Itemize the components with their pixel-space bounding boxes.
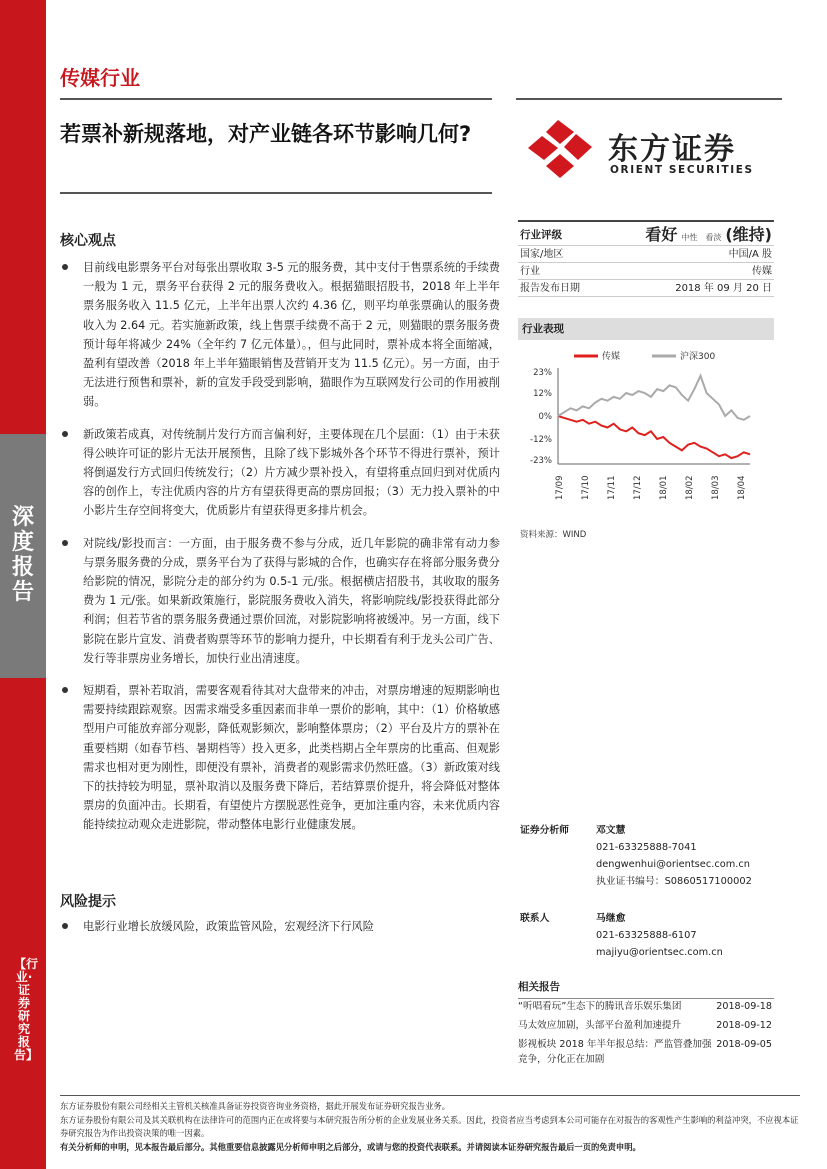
- related-report-title[interactable]: “听唱看玩”生态下的腾讯音乐娱乐集团: [518, 1001, 682, 1012]
- info-label: 行业: [520, 266, 540, 277]
- logo-chinese-name: 东方证券: [608, 132, 736, 167]
- risk-heading: 风险提示: [60, 894, 116, 910]
- x-tick-label: 18/03: [711, 475, 721, 500]
- rating-box: [518, 220, 774, 297]
- y-tick-label: 12%: [533, 389, 552, 400]
- y-tick-label: -23%: [530, 456, 552, 466]
- x-tick-label: 18/02: [685, 475, 695, 500]
- list-item: 目前线电影票务平台对每张出票收取 3-5 元的服务费，其中支付于售票系统的手续费一般为 1 元，票务平台获得 2 元的服务费收入。根据猫眼招股书，2018 年上半年票务服务收入 11.5 亿元，上半年出票人次约 4.36 亿，则平均单张票确认的服务费收入为 2.64 元。若实施新政策，线上售票手续费不高于 2 元，则猫眼的票务服务费预计每年将减少 24%（全年约 7 亿元体量）。，但与此同时，票补成本将全面缩减，盈利有望改善（2018 年上半年猫眼销售及营销开支为 11.5 亿元）。另一方面，由于无法进行预售和票补，新的宣发手段受到影响，猫眼作为互联网发行公司的作用被削弱。: [60, 258, 500, 412]
- rating-label: 行业评级: [520, 229, 562, 241]
- core-views-list: [60, 258, 500, 848]
- industry-name: 传媒行业: [60, 66, 140, 90]
- orient-logo-icon: [528, 120, 592, 178]
- header-divider-left: [60, 98, 492, 100]
- deep-report-label: 深度报告: [11, 505, 34, 605]
- chart-source: 资料来源：WIND: [520, 530, 587, 540]
- analyst-phone: 021-63325888-7041: [596, 842, 697, 853]
- rating-row: [518, 220, 774, 246]
- performance-heading: 行业表现: [518, 318, 774, 340]
- disclaimer-line: 东方证券股份有限公司经相关主管机关核准具备证券投资咨询业务资格，据此开展发布证券研究报告业务。: [60, 1101, 450, 1111]
- core-views-heading: 核心观点: [60, 233, 116, 249]
- info-row: [518, 263, 774, 280]
- contact-name: 马继愈: [596, 913, 626, 924]
- series-line: [558, 376, 750, 420]
- company-logo: [528, 120, 768, 180]
- list-item: 新政策若成真，对传统制片发行方而言偏利好，主要体现在几个层面：（1）由于未获得公映许可证的影片无法开展预售，且除了线下影城外各个环节不得进行票补，预计将倒逼发行方式回归传统发行；（2）片方减少票补投入，有望将重点回归到对优质内容的创作上，专注优质内容的片方有望获得更高的票房回报；（3）无力投入票补的中小影片生存空间将变大，优质影片有望获得更多排片机会。: [60, 425, 500, 521]
- y-tick-label: 0%: [538, 412, 552, 422]
- rating-bearish: 看淡: [705, 233, 722, 242]
- legend-label: 沪深300: [680, 352, 716, 362]
- rating-neutral: 中性: [681, 233, 698, 242]
- performance-chart: [518, 342, 774, 522]
- contact-phone: 021-63325888-6107: [596, 930, 697, 941]
- info-value: 中国/A 股: [728, 249, 772, 260]
- related-report-title[interactable]: 马太效应加剧，头部平台盈利加速提升: [518, 1020, 682, 1031]
- x-tick-label: 17/11: [607, 475, 617, 500]
- risk-list: [60, 917, 500, 949]
- x-tick-label: 17/09: [555, 475, 565, 500]
- related-report-date: 2018-09-18: [716, 1001, 772, 1012]
- analyst-label: 证券分析师: [520, 825, 569, 836]
- series-line: [558, 416, 750, 458]
- related-report[interactable]: [518, 1018, 774, 1033]
- disclaimer-line: 东方证券股份有限公司及其关联机构在法律许可的范围内正在或将要与本研究报告所分析的企业发展业务关系。因此，投资者应当考虑到本公司可能存在对报告的客观性产生影响的利益冲突，不应视本证券研究报告为作出投资决策的唯一因素。: [60, 1114, 799, 1138]
- analyst-cert: 执业证书编号：S0860517100002: [596, 876, 752, 887]
- rating-keep: (维持): [725, 225, 772, 244]
- series-label: 【行业·证券研究报告】: [14, 957, 39, 1062]
- x-tick-label: 17/10: [581, 475, 591, 500]
- related-report-date: 2018-09-12: [716, 1020, 772, 1031]
- related-report[interactable]: [518, 999, 774, 1014]
- analyst-email[interactable]: dengwenhui@orientsec.com.cn: [596, 859, 750, 870]
- info-label: 国家/地区: [520, 249, 564, 260]
- contact-email[interactable]: majiyu@orientsec.com.cn: [596, 947, 723, 958]
- report-title: 若票补新规落地，对产业链各环节影响几何?: [60, 122, 472, 146]
- header-divider-right: [516, 98, 782, 100]
- list-item: 短期看，票补若取消，需要客观看待其对大盘带来的冲击，对票房增速的短期影响也需要持续跟踪观察。因需求端受多重因素而非单一票价的影响，其中：（1）价格敏感型用户可能放弃部分观影，降低观影频次，影响整体票房；（2）平台及片方的票补在重要档期（如春节档、暑期档等）投入更多，此类档期占全年票房的比重高、但观影需求也相对更为刚性，即便没有票补，消费者的观影需求仍然旺盛。（3）新政策对线下的扶持较为明显，票补取消以及服务费下降后，若结算票价提升，将会降低对整体票房的负面冲击。长期看，有望使片方摆脱恶性竞争，更加注重内容，未来优质内容能持续拉动观众走进影院，带动整体电影行业健康发展。: [60, 681, 500, 835]
- analyst-name: 邓文慧: [596, 825, 626, 836]
- disclaimer-line: 有关分析师的申明，见本报告最后部分。其他重要信息披露见分析师申明之后部分，或请与您的投资代表联系。并请阅读本证券研究报告最后一页的免责申明。: [60, 1141, 641, 1152]
- legend-label: 传媒: [602, 352, 621, 362]
- y-tick-label: 23%: [533, 368, 552, 378]
- disclaimer-footer: [60, 1095, 800, 1154]
- title-divider: [60, 192, 492, 194]
- y-tick-label: -12%: [530, 434, 552, 445]
- contact-label: 联系人: [520, 913, 550, 924]
- related-report[interactable]: [518, 1037, 774, 1067]
- rating-value: 看好: [645, 225, 678, 244]
- info-value: 传媒: [752, 266, 772, 277]
- list-item: 电影行业增长放缓风险，政策监管风险，宏观经济下行风险: [60, 917, 500, 936]
- list-item: 对院线/影投而言：一方面，由于服务费不参与分成，近几年影院的确非常有动力参与票务服务费的分成，票务平台为了获得与影城的合作，也确实存在将部分服务费分给影院的情况，影院分走的部分约为 0.5-1 元/张。根据横店招股书，其收取的服务费为 1 元/张。如果新政策施行，影院服务费收入消失，将影响院线/影投获得此部分利润；但若节省的票务服务费通过票价回流，对影院影响将被缓冲。另一方面，线下影院在影片宣发、消费者购票等环节的影响力提升，中长期看有利于龙头公司广告、发行等非票房业务增长，加快行业出清速度。: [60, 534, 500, 668]
- info-value: 2018 年 09 月 20 日: [675, 283, 772, 294]
- info-row: [518, 280, 774, 297]
- related-heading: 相关报告: [518, 979, 774, 999]
- logo-english-name: ORIENT SECURITIES: [610, 164, 754, 176]
- x-tick-label: 18/04: [737, 475, 747, 500]
- related-report-date: 2018-09-05: [716, 1039, 772, 1050]
- related-report-title[interactable]: 影视板块 2018 年半年报总结：严监管叠加强竞争，分化正在加剧: [518, 1039, 712, 1065]
- info-label: 报告发布日期: [520, 283, 580, 294]
- x-tick-label: 18/01: [659, 475, 669, 500]
- info-row: [518, 246, 774, 263]
- x-tick-label: 17/12: [633, 475, 643, 500]
